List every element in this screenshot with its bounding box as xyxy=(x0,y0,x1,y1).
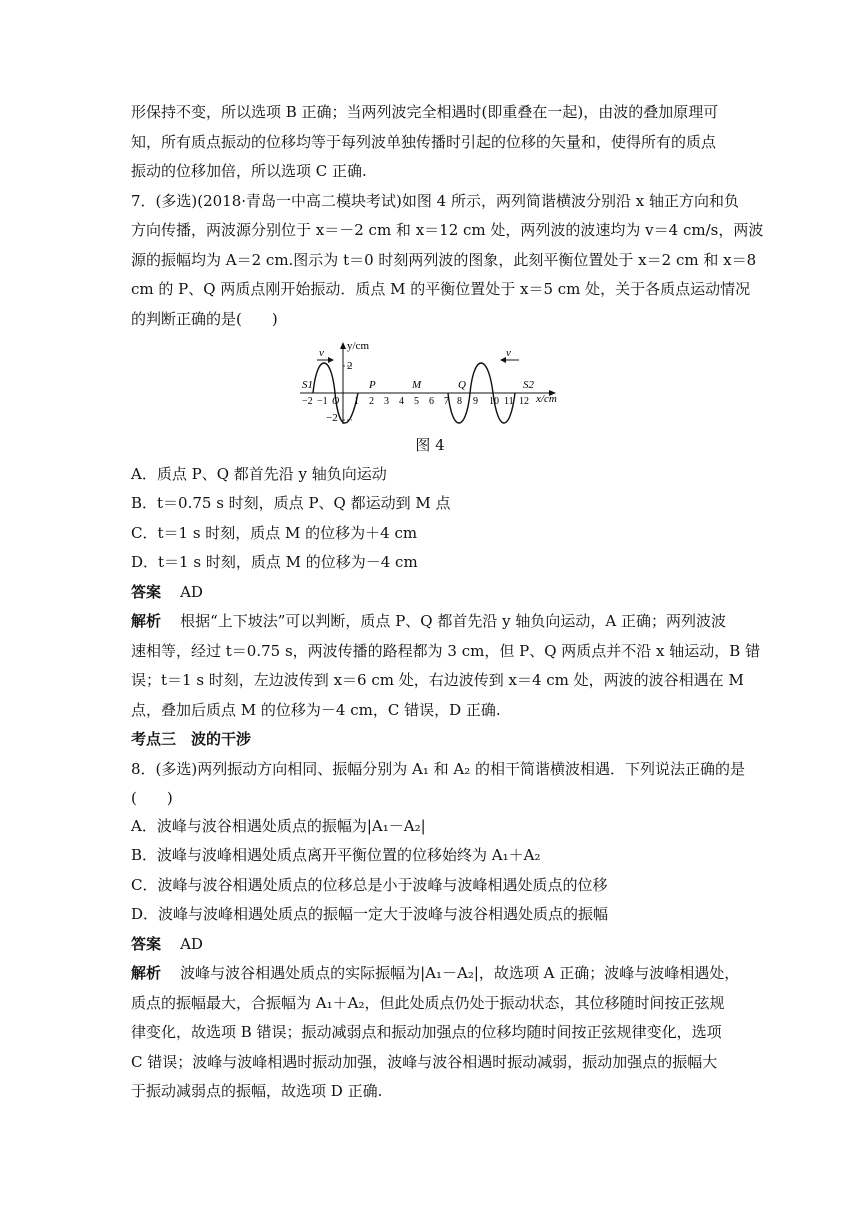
point-m: M xyxy=(412,379,422,391)
y-tick-2: 2 xyxy=(347,360,353,372)
answer-row xyxy=(131,934,203,954)
answer-row xyxy=(131,582,203,602)
x-tick: 11 xyxy=(504,396,514,407)
analysis-text: 质点的振幅最大，合振幅为 A₁＋A₂，但此处质点仍处于振动状态，其位移随时间按正弦规 xyxy=(131,994,725,1012)
answer-label: 答案 xyxy=(131,583,162,601)
velocity-label-right: v xyxy=(506,347,511,359)
x-tick: 8 xyxy=(457,396,462,407)
figure-caption: 图 4 xyxy=(415,436,445,454)
point-s1: S1 xyxy=(302,379,313,391)
text-line: 源的振幅均为 A＝2 cm.图示为 t＝0 时刻两列波的图象，此刻平衡位置处于 x＝2 cm 和 x＝8 xyxy=(131,251,757,269)
x-tick: −2 xyxy=(302,396,313,407)
point-s2: S2 xyxy=(523,379,534,391)
option-c: C．t＝1 s 时刻，质点 M 的位移为＋4 cm xyxy=(131,524,418,542)
question-8-stem: ( ) xyxy=(131,789,173,807)
text-line: 的判断正确的是( ) xyxy=(131,310,278,328)
x-tick: 5 xyxy=(414,396,419,407)
y-axis-label: y/cm xyxy=(347,340,369,352)
x-tick: 2 xyxy=(369,396,374,407)
option-c: C．波峰与波谷相遇处质点的位移总是小于波峰与波峰相遇处质点的位移 xyxy=(131,876,608,894)
x-tick: 12 xyxy=(519,396,529,407)
answer-value: AD xyxy=(180,935,203,953)
x-tick: 4 xyxy=(399,396,404,407)
section-title: 考点三 波的干涉 xyxy=(131,730,252,748)
analysis-label: 解析 xyxy=(131,612,162,630)
option-d: D．波峰与波峰相遇处质点的振幅一定大于波峰与波谷相遇处质点的振幅 xyxy=(131,905,609,923)
wave-figure xyxy=(290,338,570,428)
text-line: 振动的位移加倍，所以选项 C 正确. xyxy=(131,162,367,180)
option-a: A．波峰与波谷相遇处质点的振幅为|A₁－A₂| xyxy=(131,817,426,835)
x-tick: −1 xyxy=(317,396,328,407)
analysis-text: 速相等，经过 t＝0.75 s，两波传播的路程都为 3 cm，但 P、Q 两质点并不沿 x 轴运动，B 错 xyxy=(131,642,761,660)
answer-value: AD xyxy=(180,583,203,601)
point-q: Q xyxy=(458,379,466,391)
x-axis-label: x/cm xyxy=(536,393,557,405)
question-8-stem: 8．(多选)两列振动方向相同、振幅分别为 A₁ 和 A₂ 的相干简谐横波相遇．下列说法正确的是 xyxy=(131,760,746,778)
answer-label: 答案 xyxy=(131,935,162,953)
x-tick: O xyxy=(332,396,340,407)
analysis-text: C 错误；波峰与波峰相遇时振动加强，波峰与波谷相遇时振动减弱，振动加强点的振幅大 xyxy=(131,1053,718,1071)
x-tick: 3 xyxy=(384,396,389,407)
x-tick: 1 xyxy=(354,396,359,407)
analysis-label: 解析 xyxy=(131,964,162,982)
text-line: 形保持不变，所以选项 B 正确；当两列波完全相遇时(即重叠在一起)，由波的叠加原理可 xyxy=(131,103,719,121)
question-7-stem: 7．(多选)(2018·青岛一中高二模块考试)如图 4 所示，两列简谐横波分别沿 x 轴正方向和负 xyxy=(131,192,739,210)
text-line: cm 的 P、Q 两质点刚开始振动．质点 M 的平衡位置处于 x＝5 cm 处，关于各质点运动情况 xyxy=(131,280,751,298)
analysis-text: 根据“上下坡法”可以判断，质点 P、Q 都首先沿 y 轴负向运动，A 正确；两列波波 xyxy=(180,612,726,630)
text-line: 方向传播，两波源分别位于 x＝－2 cm 和 x＝12 cm 处，两列波的波速均为 v＝4 cm/s，两波 xyxy=(131,221,764,239)
x-tick: 6 xyxy=(429,396,434,407)
analysis-text: 波峰与波谷相遇处质点的实际振幅为|A₁－A₂|，故选项 A 正确；波峰与波峰相遇处， xyxy=(180,964,740,982)
y-tick-neg2: −2 xyxy=(326,412,338,424)
x-tick: 9 xyxy=(473,396,478,407)
option-b: B．t＝0.75 s 时刻，质点 P、Q 都运动到 M 点 xyxy=(131,494,451,512)
analysis-row xyxy=(131,611,726,631)
x-tick: 7 xyxy=(444,396,449,407)
analysis-text: 点，叠加后质点 M 的位移为－4 cm，C 错误，D 正确. xyxy=(131,701,501,719)
x-tick: 10 xyxy=(489,396,499,407)
option-d: D．t＝1 s 时刻，质点 M 的位移为－4 cm xyxy=(131,553,418,571)
analysis-text: 律变化，故选项 B 错误；振动减弱点和振动加强点的位移均随时间按正弦规律变化，选项 xyxy=(131,1023,722,1041)
analysis-row xyxy=(131,963,739,983)
velocity-label-left: v xyxy=(319,347,324,359)
option-a: A．质点 P、Q 都首先沿 y 轴负向运动 xyxy=(131,465,387,483)
text-line: 知，所有质点振动的位移均等于每列波单独传播时引起的位移的矢量和，使得所有的质点 xyxy=(131,133,717,151)
analysis-text: 于振动减弱点的振幅，故选项 D 正确. xyxy=(131,1082,383,1100)
analysis-text: 误；t＝1 s 时刻，左边波传到 x＝6 cm 处，右边波传到 x＝4 cm 处，两波的波谷相遇在 M xyxy=(131,671,744,689)
point-p: P xyxy=(369,379,376,391)
option-b: B．波峰与波峰相遇处质点离开平衡位置的位移始终为 A₁＋A₂ xyxy=(131,846,541,864)
